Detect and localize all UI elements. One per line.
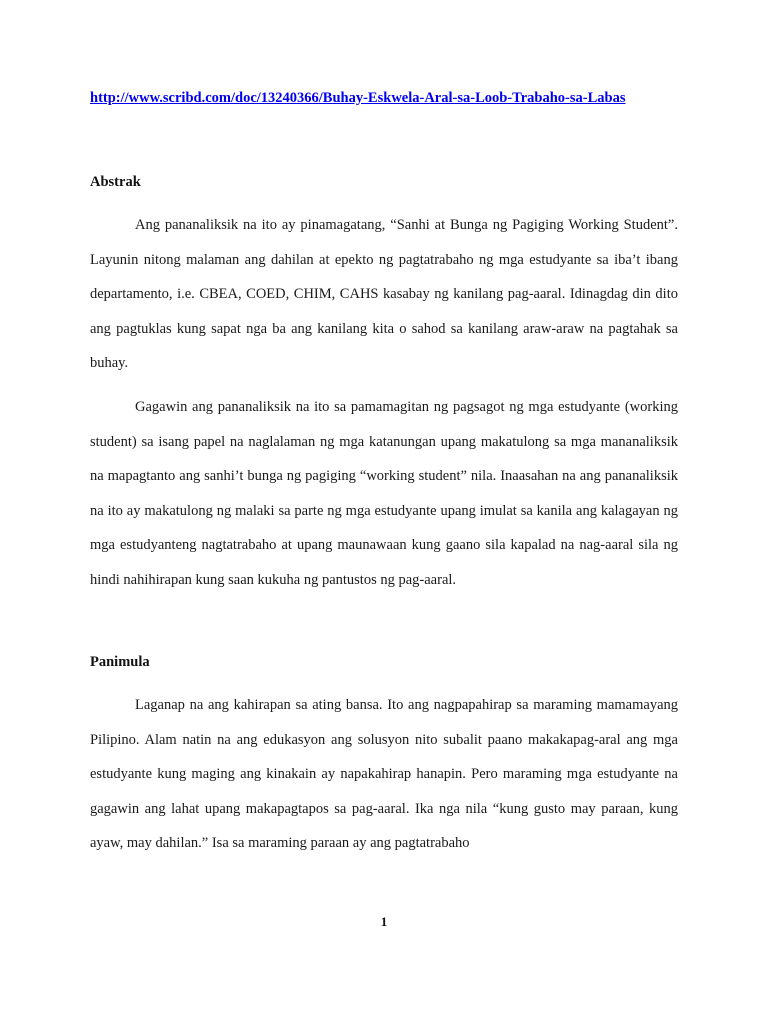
section-heading-panimula: Panimula: [90, 654, 150, 670]
abstrak-paragraph-1: Ang pananaliksik na ito ay pinamagatang, “Sanhi at Bunga ng Pagiging Working Student”. Layunin nitong malaman ang dahilan at epekto ng pagtatrabaho ng mga estudyante sa iba’t ibang departamento, i.e. CBEA, COED, CHIM, CAHS kasabay ng kanilang pag-aaral. Idinagdag din dito ang pagtuklas kung sapat nga ba ang kanilang kita o sahod sa kanilang araw-araw na pagtahak sa buhay.: [90, 217, 678, 371]
page-number: 1: [380, 914, 388, 929]
section-heading-abstrak: Abstrak: [90, 174, 141, 190]
panimula-paragraph-1: Laganap na ang kahirapan sa ating bansa. Ito ang nagpapahirap sa maraming mamamayang Pilipino. Alam natin na ang edukasyon ang solusyon nito subalit paano makakapag-aral ang mga estudyante kung maging ang kinakain ay napakahirap hanapin. Pero maraming mga estudyante na gagawin ang lahat upang makapagtapos sa pag-aaral. Ika nga nila “kung gusto may paraan, kung ayaw, may dahilan.” Isa sa maraming paraan ay ang pagtatrabaho: [90, 697, 678, 851]
abstrak-paragraph-2: Gagawin ang pananaliksik na ito sa pamamagitan ng pagsagot ng mga estudyante (working student) sa isang papel na naglalaman ng mga katanungan upang makatulong sa mga mananaliksik na mapagtanto ang sanhi’t bunga ng pagiging “working student” nila. Inaasahan na ang pananaliksik na ito ay makatulong ng malaki sa parte ng mga estudyante upang imulat sa kanila ang kalagayan ng mga estudyanteng nagtatrabaho at upang maunawaan kung gaano sila kapalad na nag-aaral sila ng hindi nahihirapan kung saan kukuha ng pantustos ng pag-aaral.: [90, 399, 678, 588]
source-link[interactable]: http://www.scribd.com/doc/13240366/Buhay-Eskwela-Aral-sa-Loob-Trabaho-sa-Labas: [90, 90, 626, 106]
